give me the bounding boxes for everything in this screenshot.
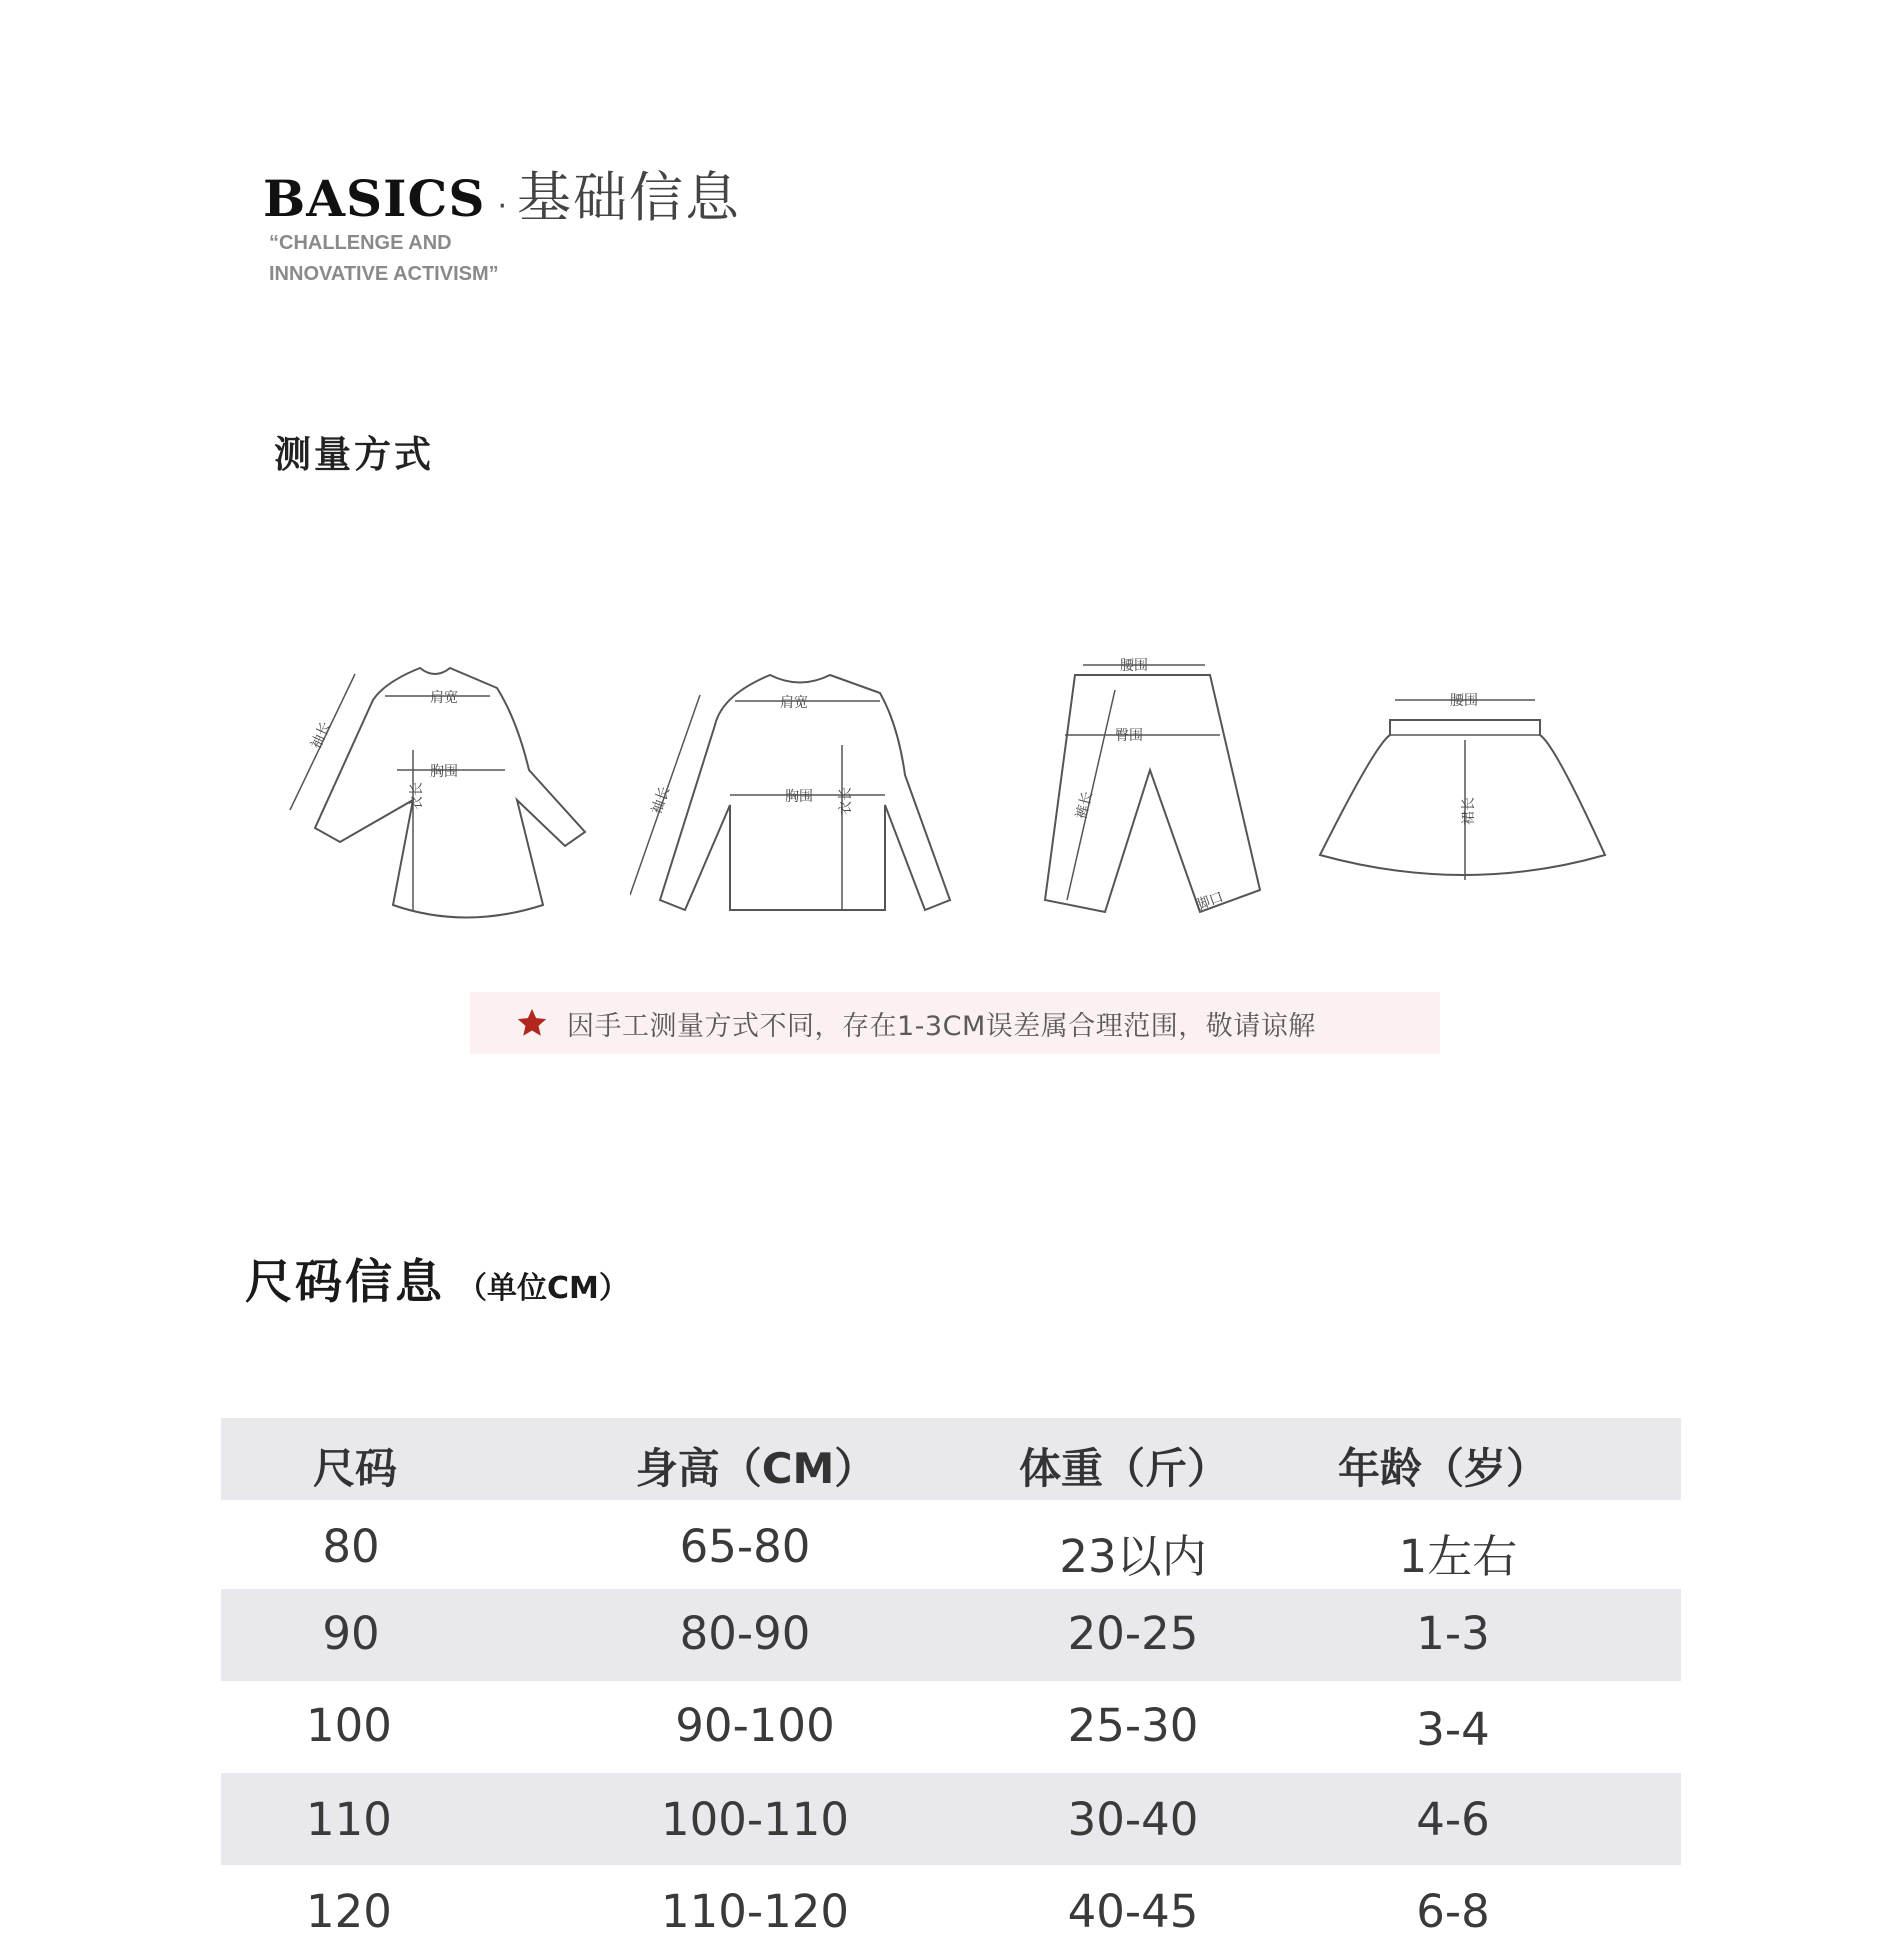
- brand-title: BASICS: [263, 169, 486, 228]
- brand-subtitle: 基础信息: [517, 166, 742, 229]
- table-row: [221, 1500, 1681, 1589]
- table-cell: 23以内: [1059, 1530, 1207, 1583]
- section-title-size: [245, 1245, 629, 1312]
- table-cell: 4-6: [1416, 1793, 1490, 1846]
- measurement-notice: [470, 992, 1440, 1054]
- table-row: [221, 1589, 1681, 1681]
- table-cell: 6-8: [1416, 1885, 1490, 1938]
- top-diagram: [630, 665, 960, 925]
- table-cell: 100: [306, 1699, 392, 1752]
- table-cell: 1左右: [1398, 1530, 1518, 1583]
- table-cell: 110: [306, 1793, 392, 1846]
- label-waist: 腰围: [1450, 693, 1478, 709]
- label-shoulder: 肩宽: [780, 695, 808, 711]
- skirt-diagram: [1315, 685, 1615, 905]
- table-cell: 80: [322, 1520, 380, 1573]
- table-header-row: [221, 1418, 1681, 1500]
- table-cell: 120: [306, 1885, 392, 1938]
- section-title-measure: 测量方式: [274, 433, 434, 476]
- column-header: 尺码: [312, 1444, 398, 1493]
- table-cell: 25-30: [1067, 1699, 1199, 1752]
- star-icon: [515, 1006, 549, 1040]
- table-cell: 65-80: [679, 1520, 811, 1573]
- label-length: 衣长: [838, 787, 854, 815]
- notice-text: 因手工测量方式不同，存在1-3CM误差属合理范围，敬请谅解: [567, 1010, 1316, 1042]
- table-cell: 90: [322, 1607, 380, 1660]
- column-header: 年龄（岁）: [1337, 1444, 1549, 1493]
- label-shoulder: 肩宽: [430, 690, 458, 706]
- dress-diagram: [285, 660, 595, 930]
- label-length: 衣长: [409, 782, 425, 810]
- table-cell: 1-3: [1416, 1607, 1490, 1660]
- table-cell: 100-110: [660, 1793, 850, 1846]
- label-sleeve: 袖长: [308, 719, 335, 752]
- tagline: [269, 228, 499, 290]
- column-header: 体重（斤）: [1018, 1444, 1230, 1493]
- size-title: 尺码信息: [245, 1255, 445, 1310]
- brand-header: [263, 155, 741, 232]
- table-row: [221, 1865, 1681, 1945]
- table-cell: 80-90: [679, 1607, 811, 1660]
- size-unit: （单位CM）: [457, 1271, 629, 1306]
- pants-diagram: [1015, 650, 1275, 930]
- label-chest: 胸围: [785, 789, 813, 805]
- label-hip: 臀围: [1115, 728, 1143, 744]
- table-cell: 20-25: [1067, 1607, 1199, 1660]
- tagline-line: “CHALLENGE AND: [269, 232, 452, 254]
- table-row: [221, 1773, 1681, 1865]
- table-cell: 110-120: [660, 1885, 850, 1938]
- brand-separator: ·: [497, 189, 508, 224]
- column-header: 身高（CM）: [635, 1444, 877, 1493]
- table-row: [221, 1681, 1681, 1773]
- label-waist: 腰围: [1120, 658, 1148, 674]
- table-cell: 90-100: [675, 1699, 835, 1752]
- table-cell: 3-4: [1416, 1703, 1490, 1756]
- label-skirt-length: 裙长: [1461, 797, 1477, 825]
- label-cuff: 脚口: [1193, 889, 1226, 914]
- size-table: [221, 1418, 1681, 1945]
- tagline-line: INNOVATIVE ACTIVISM”: [269, 263, 499, 285]
- label-chest: 胸围: [430, 764, 458, 780]
- label-sleeve: 袖长: [648, 784, 674, 817]
- label-pants-length: 裤长: [1073, 789, 1097, 822]
- table-cell: 40-45: [1067, 1885, 1199, 1938]
- table-cell: 30-40: [1067, 1793, 1199, 1846]
